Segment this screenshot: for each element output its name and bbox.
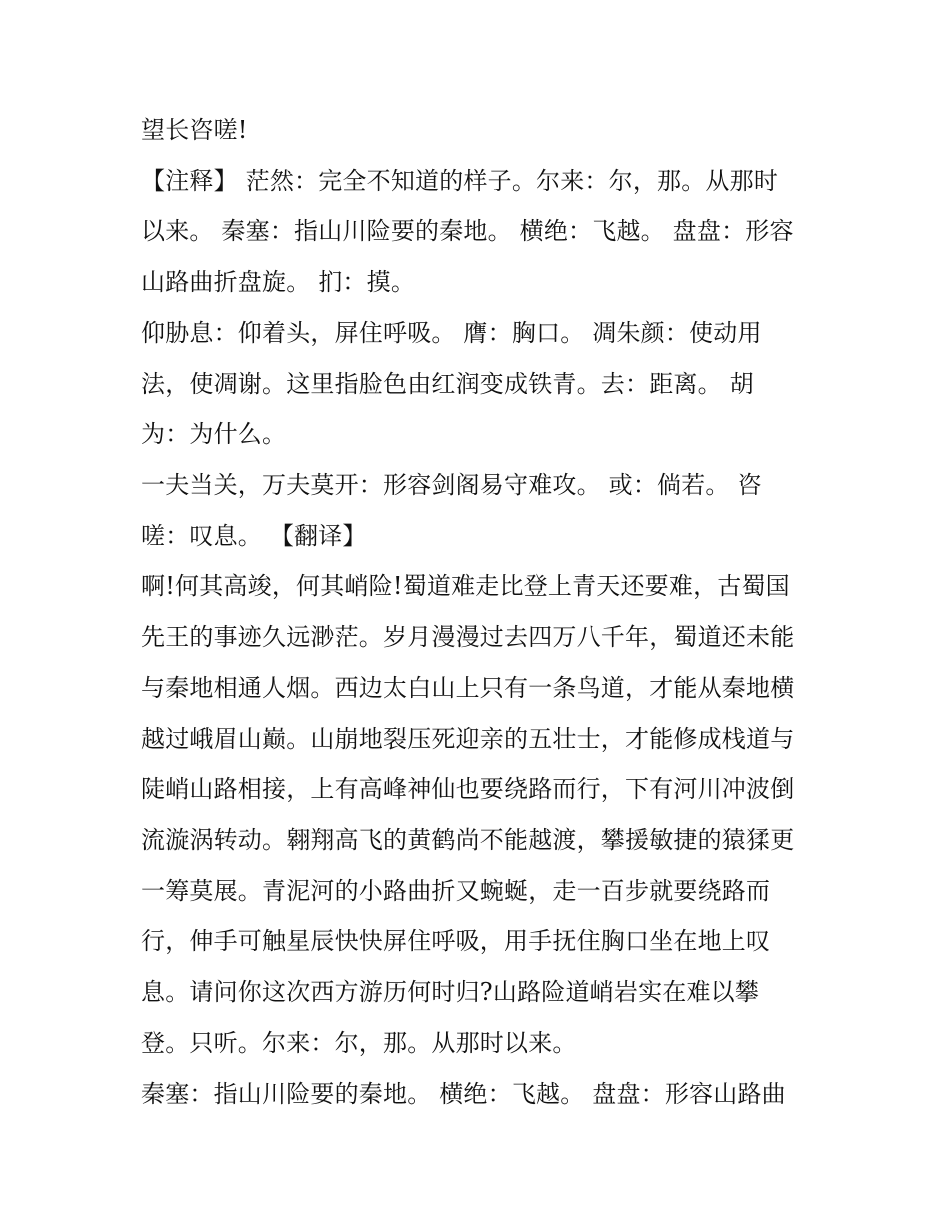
text-line: 啊!何其高竣，何其峭险!蜀道难走比登上青天还要难，古蜀国 (141, 572, 790, 600)
text-line: 越过峨眉山巅。山崩地裂压死迎亲的五壮士，才能修成栈道与 (141, 725, 795, 753)
text-line: 与秦地相通人烟。西边太白山上只有一条鸟道，才能从秦地横 (141, 674, 795, 702)
text-line: 以来。 秦塞：指山川险要的秦地。 横绝：飞越。 盘盘：形容 (141, 217, 794, 245)
text-line: 望长咨嗟! (141, 116, 248, 144)
text-line: 一筹莫展。青泥河的小路曲折又蜿蜒，走一百步就要绕路而 (141, 877, 771, 905)
text-line: 一夫当关，万夫莫开：形容剑阁易守难攻。 或：倘若。 咨 (141, 471, 762, 499)
text-line: 行，伸手可触星辰快快屏住呼吸，用手抚住胸口坐在地上叹 (141, 927, 771, 955)
text-line: 法，使凋谢。这里指脸色由红润变成铁青。去：距离。 胡 (141, 370, 754, 398)
text-line: 仰胁息：仰着头，屏住呼吸。 膺：胸口。 凋朱颜：使动用 (141, 319, 762, 347)
text-line: 流漩涡转动。翱翔高飞的黄鹤尚不能越渡，攀援敏捷的猿猱更 (141, 826, 795, 854)
text-line: 【注释】 茫然：完全不知道的样子。尔来：尔，那。从那时 (141, 167, 779, 195)
text-line: 登。只听。尔来：尔，那。从那时以来。 (141, 1029, 577, 1057)
text-line: 为：为什么。 (141, 420, 287, 448)
text-line: 山路曲折盘旋。 扪：摸。 (141, 268, 416, 296)
text-line: 秦塞：指山川险要的秦地。 横绝：飞越。 盘盘：形容山路曲 (141, 1080, 786, 1108)
text-line: 息。请问你这次西方游历何时归?山路险道峭岩实在难以攀 (141, 978, 760, 1006)
text-line: 陡峭山路相接，上有高峰神仙也要绕路而行，下有河川冲波倒 (141, 775, 795, 803)
text-line: 嗟：叹息。 【翻译】 (141, 522, 367, 550)
text-line: 先王的事迹久远渺茫。岁月漫漫过去四万八千年，蜀道还未能 (141, 623, 795, 651)
